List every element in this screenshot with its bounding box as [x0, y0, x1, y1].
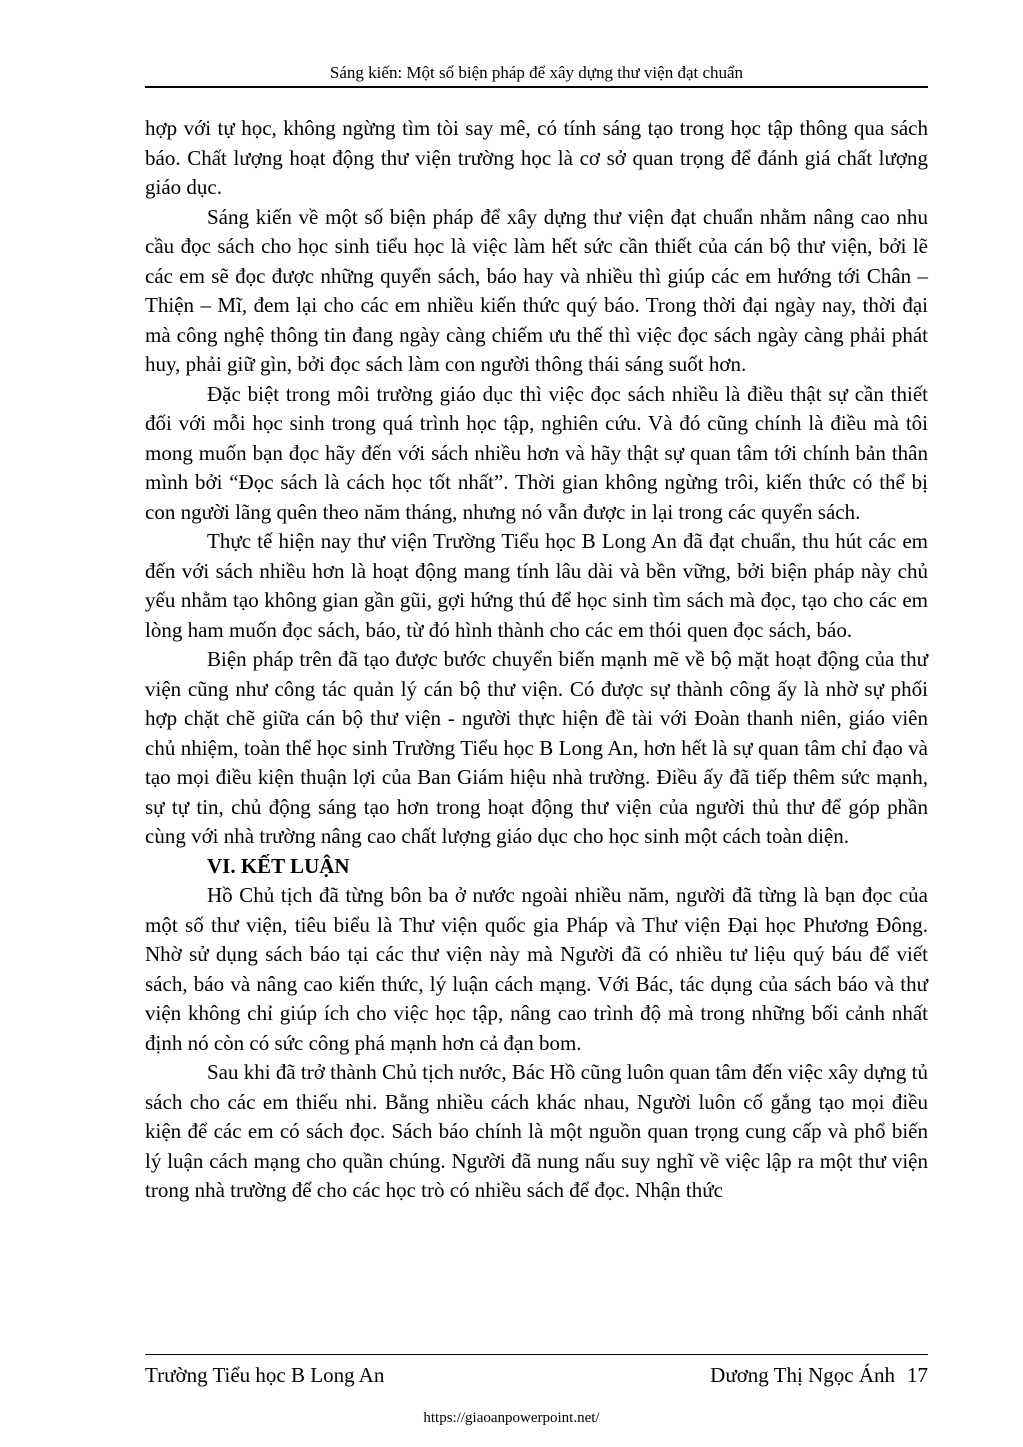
source-url: https://giaoanpowerpoint.net/ — [423, 1410, 600, 1426]
paragraph: Hồ Chủ tịch đã từng bôn ba ở nước ngoài nhiều năm, người đã từng là bạn đọc của một số thư viện, tiêu biểu là Thư viện quốc gia Pháp và Thư viện Đại học Phương Đông. Nhờ sử dụng sách báo tại các thư viện này mà Người đã có nhiều tư liệu quý báu để viết sách, báo và nâng cao kiến thức, lý luận cách mạng. Với Bác, tác dụng của sách báo và thư viện không chỉ giúp ích cho việc học tập, nâng cao trình độ mà trong những bối cảnh nhất định nó còn có sức công phá mạnh hơn cả đạn bom. — [145, 883, 928, 1055]
section-heading: VI. KẾT LUẬN — [207, 853, 350, 878]
paragraph-continuation: hợp với tự học, không ngừng tìm tòi say mê, có tính sáng tạo trong học tập thông qua sách báo. Chất lượng hoạt động thư viện trường học là cơ sở quan trọng để đánh giá chất lượng giáo dục. — [145, 116, 928, 199]
page-header — [145, 60, 928, 88]
paragraph: Đặc biệt trong môi trường giáo dục thì việc đọc sách nhiều là điều thật sự cần thiết đối với mỗi học sinh trong quá trình học tập, nghiên cứu. Và đó cũng chính là điều mà tôi mong muốn bạn đọc hãy đến với sách nhiều hơn và hãy thật sự quan tâm tới chính bản thân mình bởi “Đọc sách là cách học tốt nhất”. Thời gian không ngừng trôi, kiến thức có thể bị con người lãng quên theo năm tháng, nhưng nó vẫn được in lại trong các quyển sách. — [145, 381, 928, 524]
footer-school: Trường Tiểu học B Long An — [145, 1363, 385, 1387]
paragraph: Sáng kiến về một số biện pháp để xây dựng thư viện đạt chuẩn nhằm nâng cao nhu cầu đọc sách cho học sinh tiểu học là việc làm hết sức cần thiết của cán bộ thư viện, bởi lẽ các em sẽ đọc được những quyển sách, báo hay và nhiều thì giúp các em hướng tới Chân – Thiện – Mĩ, đem lại cho các em nhiều kiến thức quý báo. Trong thời đại ngày nay, thời đại mà công nghệ thông tin đang ngày càng chiếm ưu thế thì việc đọc sách ngày càng phải phát huy, phải giữ gìn, bởi đọc sách làm con người thông thái sáng suốt hơn. — [145, 204, 928, 376]
footer-author: Dương Thị Ngọc Ánh — [710, 1363, 895, 1387]
paragraph: Thực tế hiện nay thư viện Trường Tiểu học B Long An đã đạt chuẩn, thu hút các em đến với sách nhiều hơn là hoạt động mang tính lâu dài và bền vững, bởi biện pháp này chủ yếu nhằm tạo không gian gần gũi, gợi hứng thú để học sinh tìm sách mà đọc, tạo cho các em lòng ham muốn đọc sách, báo, từ đó hình thành cho các em thói quen đọc sách, báo. — [145, 529, 928, 642]
page-number: 17 — [907, 1363, 928, 1387]
footer-author-block — [710, 1361, 928, 1389]
document-body — [145, 114, 928, 1206]
paragraph: Biện pháp trên đã tạo được bước chuyển biến mạnh mẽ về bộ mặt hoạt động của thư viện cũng như công tác quản lý cán bộ thư viện. Có được sự thành công ấy là nhờ sự phối hợp chặt chẽ giữa cán bộ thư viện - người thực hiện đề tài với Đoàn thanh niên, giáo viên chủ nhiệm, toàn thể học sinh Trường Tiểu học B Long An, hơn hết là sự quan tâm chỉ đạo và tạo mọi điều kiện thuận lợi của Ban Giám hiệu nhà trường. Điều ấy đã tiếp thêm sức mạnh, sự tự tin, chủ động sáng tạo hơn trong hoạt động thư viện của người thủ thư để góp phần cùng với nhà trường nâng cao chất lượng giáo dục cho học sinh một cách toàn diện. — [145, 647, 928, 848]
paragraph: Sau khi đã trở thành Chủ tịch nước, Bác Hồ cũng luôn quan tâm đến việc xây dựng tủ sách cho các em thiếu nhi. Bằng nhiều cách khác nhau, Người luôn cố gắng tạo mọi điều kiện để các em có sách đọc. Sách báo chính là một nguồn quan trọng cung cấp và phổ biến lý luận cách mạng cho quần chúng. Người đã nung nấu suy nghĩ về việc lập ra một thư viện trong nhà trường để cho các học trò có nhiều sách để đọc. Nhận thức — [145, 1060, 928, 1202]
page-footer — [145, 1354, 928, 1387]
header-title: Sáng kiến: Một số biện pháp để xây dựng thư viện đạt chuẩn — [329, 63, 744, 82]
